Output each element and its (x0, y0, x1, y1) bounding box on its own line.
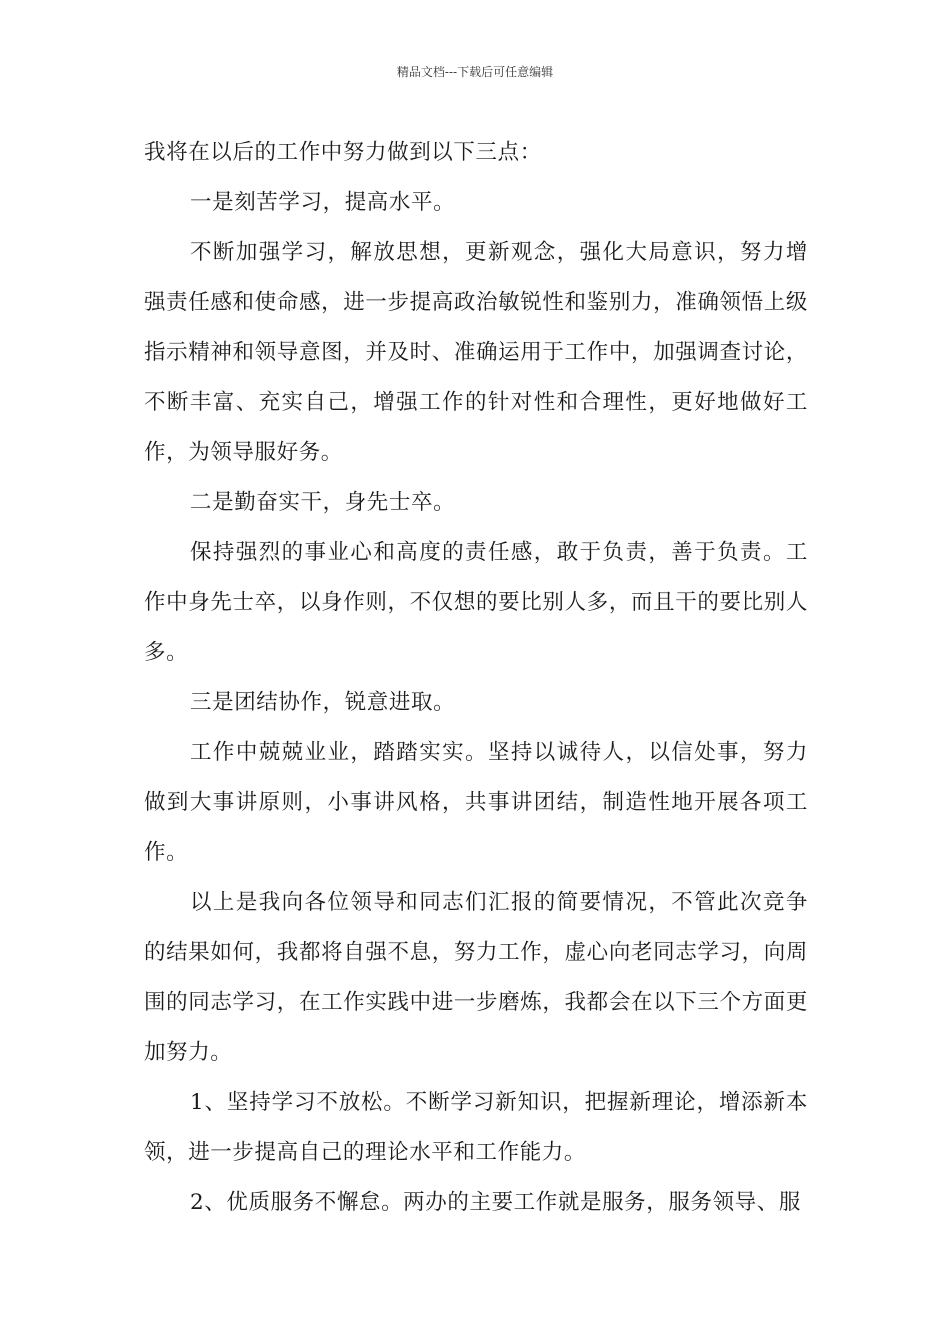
page-header: 精品文档---下载后可任意编辑 (396, 65, 554, 79)
document-body (144, 128, 808, 1228)
heading-point-two: 二是勤奋实干，身先士卒。 (190, 490, 456, 515)
list-item-1: 1、坚持学习不放松。不断学习新知识，把握新理论，增添新本领，进一步提高自己的理论水平和工作能力。 (144, 1090, 808, 1165)
paragraph-point-one: 不断加强学习，解放思想，更新观念，强化大局意识，努力增强责任感和使命感，进一步提高政治敏锐性和鉴别力，准确领悟上级指示精神和领导意图，并及时、准确运用于工作中，加强调查讨论，不断丰富、充实自己，增强工作的针对性和合理性，更好地做好工作，为领导服好务。 (144, 240, 808, 465)
paragraph-summary: 以上是我向各位领导和同志们汇报的简要情况，不管此次竞争的结果如何，我都将自强不息，努力工作，虚心向老同志学习，向周围的同志学习，在工作实践中进一步磨炼，我都会在以下三个方面更加努力。 (144, 890, 808, 1065)
paragraph-point-three: 工作中兢兢业业，踏踏实实。坚持以诚待人，以信处事，努力做到大事讲原则，小事讲风格，共事讲团结，制造性地开展各项工作。 (144, 740, 808, 865)
list-item-2: 2、优质服务不懈怠。两办的主要工作就是服务，服务领导、服 (190, 1190, 801, 1215)
heading-point-three: 三是团结协作，锐意进取。 (190, 690, 456, 715)
paragraph-intro: 我将在以后的工作中努力做到以下三点： (144, 140, 542, 165)
heading-point-one: 一是刻苦学习，提高水平。 (190, 190, 456, 215)
paragraph-point-two: 保持强烈的事业心和高度的责任感，敢于负责，善于负责。工作中身先士卒，以身作则，不仅想的要比别人多，而且干的要比别人多。 (144, 540, 808, 665)
